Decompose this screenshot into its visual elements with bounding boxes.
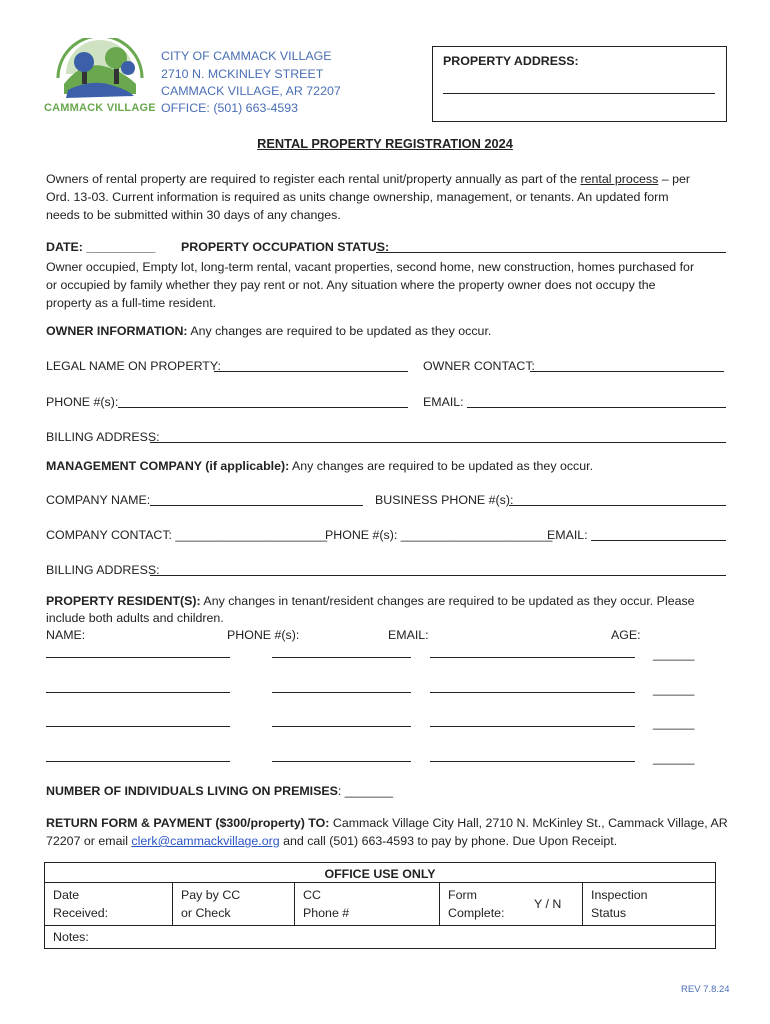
resident-age-field[interactable]: ______ (653, 682, 695, 696)
org-office-phone: OFFICE: (501) 663-4593 (161, 101, 299, 115)
page-title: RENTAL PROPERTY REGISTRATION 2024 (257, 136, 513, 151)
rental-process-link[interactable]: rental process (580, 172, 659, 186)
col-email-label: EMAIL: (388, 628, 429, 642)
property-address-label: PROPERTY ADDRESS: (443, 54, 579, 68)
cc-phone-label-1: CC (303, 888, 321, 902)
owner-billing-field[interactable] (150, 442, 726, 443)
return-instructions (46, 814, 736, 850)
resident-age-field[interactable]: ______ (653, 751, 695, 765)
clerk-email-link[interactable]: clerk@cammackvillage.org (131, 834, 280, 848)
management-heading-note: Any changes are required to be updated as they occur. (289, 459, 594, 473)
intro-line3: needs to be submitted within 30 days of any changes. (46, 208, 341, 222)
form-complete-label-1: Form (448, 888, 477, 902)
inspection-label-1: Inspection (591, 888, 648, 902)
individuals-field[interactable]: : _______ (337, 784, 394, 798)
inspection-cell[interactable] (583, 883, 716, 926)
management-heading-title: MANAGEMENT COMPANY (if applicable): (46, 459, 290, 473)
property-address-box (432, 46, 727, 122)
pay-by-cell[interactable] (173, 883, 295, 926)
form-complete-cell[interactable] (440, 883, 583, 926)
owner-phone-label: PHONE #(s): (46, 395, 119, 409)
occupation-description (46, 258, 694, 312)
business-phone-field[interactable] (509, 505, 726, 506)
office-use-table (44, 862, 716, 949)
yes-no-label: Y / N (534, 897, 562, 911)
return-text-line2-end: and call (501) 663-4593 to pay by phone. Due Upon Receipt. (279, 834, 618, 848)
business-phone-label: BUSINESS PHONE #(s): (375, 493, 514, 507)
owner-email-label: EMAIL: (423, 395, 464, 409)
date-label: DATE: __________ (46, 240, 156, 254)
org-name: CITY OF CAMMACK VILLAGE (161, 49, 332, 63)
owner-heading (46, 324, 491, 338)
org-street: 2710 N. MCKINLEY STREET (161, 67, 324, 81)
occupation-status-label: PROPERTY OCCUPATION STATUS: (181, 240, 390, 254)
cc-phone-cell[interactable] (295, 883, 440, 926)
legal-name-label: LEGAL NAME ON PROPERTY: (46, 359, 221, 373)
company-contact-label: COMPANY CONTACT: ______________________ (46, 528, 328, 542)
col-age-label: AGE: (611, 628, 641, 642)
intro-paragraph (46, 170, 726, 224)
resident-age-field[interactable]: ______ (653, 716, 695, 730)
resident-email-field[interactable] (430, 657, 635, 658)
resident-email-field[interactable] (430, 692, 635, 693)
form-complete-label-2: Complete: (448, 906, 505, 920)
intro-line1: Owners of rental property are required to register each rental unit/property annually as part of the (46, 172, 581, 186)
company-name-field[interactable] (150, 505, 363, 506)
owner-contact-field[interactable] (530, 371, 724, 372)
resident-name-field[interactable] (46, 657, 230, 658)
intro-line2: Ord. 13-03. Current information is required as units change ownership, management, or tenants. An updated form (46, 190, 669, 204)
org-city-state: CAMMACK VILLAGE, AR 72207 (161, 84, 341, 98)
resident-name-field[interactable] (46, 761, 230, 762)
occupation-desc-line3: property as a full-time resident. (46, 296, 217, 310)
resident-phone-field[interactable] (272, 726, 411, 727)
city-logo (44, 38, 156, 118)
resident-phone-field[interactable] (272, 761, 411, 762)
intro-line1-end: – per (658, 172, 690, 186)
notes-cell[interactable] (45, 926, 716, 949)
resident-phone-field[interactable] (272, 657, 411, 658)
company-email-field[interactable] (591, 540, 726, 541)
pay-by-label-1: Pay by CC (181, 888, 241, 902)
company-billing-label: BILLING ADDRESS: (46, 563, 160, 577)
occupation-status-field[interactable] (376, 252, 726, 253)
cc-phone-label-2: Phone # (303, 906, 350, 920)
office-use-title: OFFICE USE ONLY (45, 863, 716, 883)
resident-name-field[interactable] (46, 726, 230, 727)
resident-age-field[interactable]: ______ (653, 647, 695, 661)
date-received-cell[interactable] (45, 883, 173, 926)
individuals-count (46, 784, 393, 798)
revision-label: REV 7.8.24 (681, 984, 730, 995)
residents-heading (46, 593, 736, 627)
owner-contact-label: OWNER CONTACT: (423, 359, 535, 373)
inspection-label-2: Status (591, 906, 627, 920)
logo-text: CAMMACK VILLAGE (44, 102, 156, 114)
residents-heading-line2: include both adults and children. (46, 611, 224, 625)
occupation-desc-line2: or occupied by family whether they pay rent or not. Any situation where the property owner does not occupy the (46, 278, 656, 292)
owner-heading-title: OWNER INFORMATION: (46, 324, 188, 338)
notes-label: Notes: (53, 930, 89, 944)
owner-phone-field[interactable] (118, 407, 408, 408)
residents-heading-title: PROPERTY RESIDENT(S): (46, 594, 201, 608)
owner-email-field[interactable] (467, 407, 726, 408)
company-billing-field[interactable] (150, 575, 726, 576)
property-address-field[interactable] (443, 93, 715, 94)
individuals-label: NUMBER OF INDIVIDUALS LIVING ON PREMISES (46, 784, 338, 798)
return-text-line2: 72207 or email (46, 834, 132, 848)
residents-heading-note: Any changes in tenant/resident changes are required to be updated as they occur. Please (200, 594, 695, 608)
company-phone-label: PHONE #(s): ______________________ (325, 528, 553, 542)
management-heading (46, 459, 593, 473)
resident-email-field[interactable] (430, 726, 635, 727)
resident-phone-field[interactable] (272, 692, 411, 693)
owner-heading-note: Any changes are required to be updated as they occur. (187, 324, 492, 338)
company-email-label: EMAIL: (547, 528, 588, 542)
pay-by-label-2: or Check (181, 906, 231, 920)
resident-name-field[interactable] (46, 692, 230, 693)
col-phone-label: PHONE #(s): (227, 628, 300, 642)
return-text-line1: Cammack Village City Hall, 2710 N. McKinley St., Cammack Village, AR (329, 816, 728, 830)
date-received-label-2: Received: (53, 906, 109, 920)
date-received-label-1: Date (53, 888, 80, 902)
legal-name-field[interactable] (214, 371, 408, 372)
company-name-label: COMPANY NAME: (46, 493, 151, 507)
occupation-desc-line1: Owner occupied, Empty lot, long-term rental, vacant properties, second home, new construction, homes purchased for (46, 260, 695, 274)
return-label: RETURN FORM & PAYMENT ($300/property) TO: (46, 816, 330, 830)
resident-email-field[interactable] (430, 761, 635, 762)
col-name-label: NAME: (46, 628, 86, 642)
owner-billing-label: BILLING ADDRESS: (46, 430, 160, 444)
